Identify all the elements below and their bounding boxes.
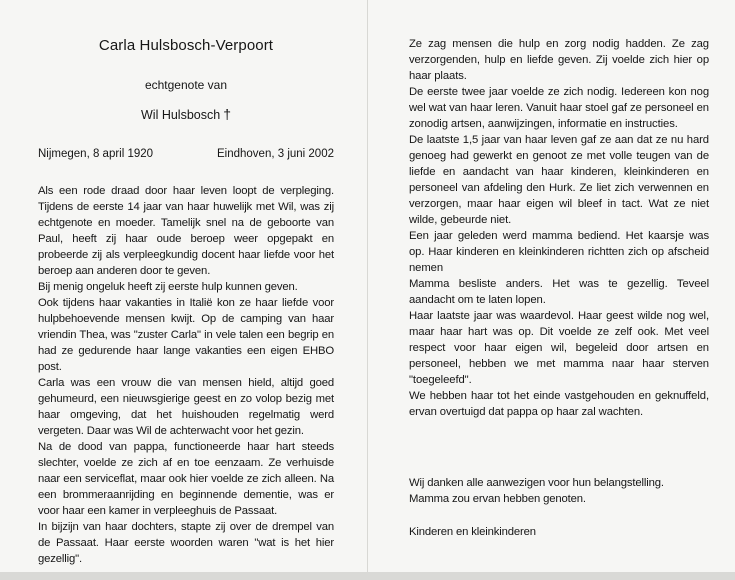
right-paragraph: Haar laatste jaar was waardevol. Haar geest wilde nog wel, maar haar hart was op. Dit voelde ze zelf ook. Met veel respect voor haar eigen wil, begeleid door artsen en personeel, hebben we met mamma naar haar sterven "toegeleefd". — [409, 310, 709, 386]
dates-row — [38, 146, 334, 162]
right-paragraph: Een jaar geleden werd mamma bediend. Het kaarsje was op. Haar kinderen en kleinkinderen richtten zich op afscheid nemen — [409, 230, 709, 274]
left-paragraph: Carla was een vrouw die van mensen hield, altijd goed gehumeurd, een nieuwsgierige geest en zo volop bezig met haar omgeving, dat het huishouden regelmatig werd vergeten. Daar was Wil de achterwacht voor het gezin. — [38, 377, 334, 437]
cross-icon: † — [223, 106, 231, 122]
spouse-name: Wil Hulsbosch — [141, 108, 221, 122]
left-paragraph: Als een rode draad door haar leven loopt de verpleging. Tijdens de eerste 14 jaar van haar huwelijk met Wil, was zij echtgenote en moeder. Tamelijk snel na de geboorte van Paul, heeft zij haar oude beroep weer opgepakt en probeerde zij als verpleegkundig docent haar liefde voor het beroep aan anderen door te geven. — [38, 185, 334, 277]
right-page — [409, 36, 709, 420]
signature-block — [409, 524, 709, 540]
thanks-line: Mamma zou ervan hebben genoten. — [409, 493, 586, 505]
right-paragraph: Mamma besliste anders. Het was te gezellig. Teveel aandacht om te laten lopen. — [409, 278, 709, 306]
spouse-label: echtgenote van — [144, 78, 228, 92]
right-paragraph: Ze zag mensen die hulp en zorg nodig hadden. Ze zag verzorgenden, hulp en liefde geven. Zij voelde zich hier op haar plaats. — [409, 38, 709, 82]
fold-line — [367, 0, 368, 580]
left-page — [38, 36, 334, 567]
thanks-block — [409, 475, 709, 507]
thanks-line: Wij danken alle aanwezigen voor hun belangstelling. — [409, 477, 664, 489]
signature: Kinderen en kleinkinderen — [409, 526, 536, 538]
left-story — [38, 183, 334, 567]
death-date: Eindhoven, 3 juni 2002 — [216, 148, 334, 160]
right-paragraph: De laatste 1,5 jaar van haar leven gaf ze aan dat ze nu hard genoeg had gewerkt en genoot ze met volle teugen van de liefde en aandacht van haar kinderen, kleinkinderen en personeel van afdeling den Hurk. Ze liet zich verwennen en verzorgen, maar haar eigen wil bleef in tact. Wat ze niet wilde, gebeurde niet. — [409, 134, 709, 226]
right-paragraph: We hebben haar tot het einde vastgehouden en geknuffeld, ervan overtuigd dat pappa op haar zal wachten. — [409, 390, 709, 418]
spouse-line — [38, 105, 334, 124]
left-paragraph: Na de dood van pappa, functioneerde haar hart steeds slechter, voelde ze zich af en toe eenzaam. Ze verhuisde naar een serviceflat, maar ook hier voelde ze zich alleen. Na een brommeraanrijding en beginnende dementie, was er voor haar een kamer in verpleeghuis de Passaat. — [38, 441, 334, 517]
deceased-name: Carla Hulsbosch-Verpoort — [98, 37, 274, 54]
left-paragraph: In bijzijn van haar dochters, stapte zij over de drempel van de Passaat. Haar eerste woorden waren "wat is het hier gezellig". — [38, 521, 334, 565]
left-paragraph: Ook tijdens haar vakanties in Italië kon ze haar liefde voor hulpbehoevende mensen kwijt. Op de camping van haar vriendin Thea, was "zuster Carla" in vele talen een begrip en had ze gedurende haar lange vakanties een eigen EHBO post. — [38, 297, 334, 373]
left-paragraph: Bij menig ongeluk heeft zij eerste hulp kunnen geven. — [38, 281, 298, 293]
bottom-edge — [0, 572, 735, 580]
right-paragraph: De eerste twee jaar voelde ze zich nodig. Iedereen kon nog wel wat van haar leren. Vanuit haar stoel gaf ze personeel en zonodig artsen, aanwijzingen, informatie en instructies. — [409, 86, 709, 130]
birth-date: Nijmegen, 8 april 1920 — [38, 148, 154, 160]
